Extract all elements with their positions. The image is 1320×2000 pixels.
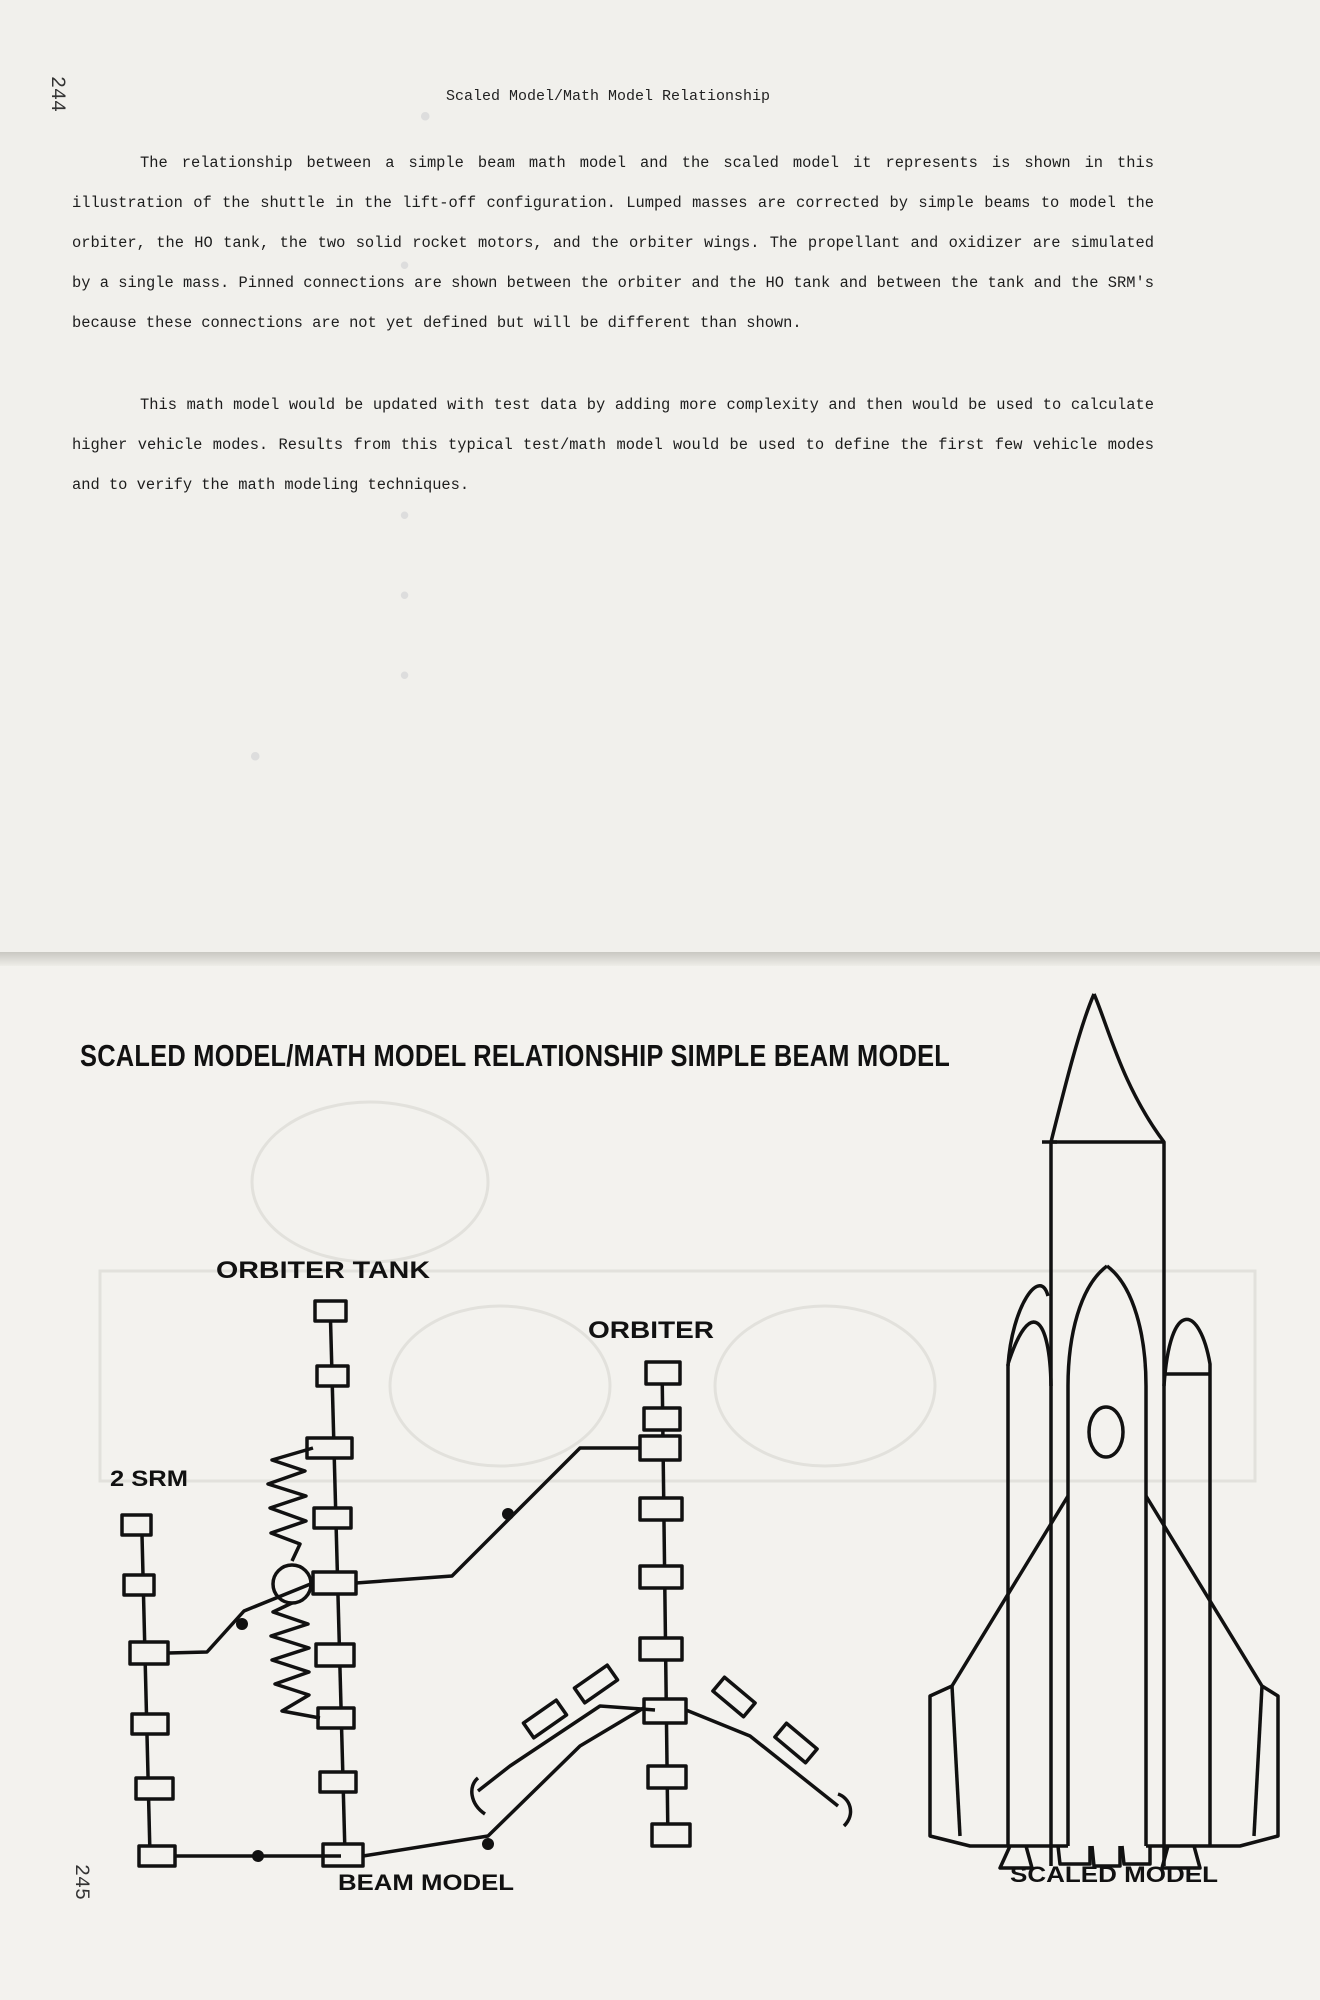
book-gutter (0, 952, 1320, 966)
srm-label: 2 SRM (110, 1466, 188, 1491)
orbiter-cockpit (1089, 1407, 1123, 1457)
orbiter-body (1068, 1266, 1146, 1846)
figure-title: SCALED MODEL/MATH MODEL RELATIONSHIP SIMPLE BEAM MODEL (80, 1038, 951, 1073)
bleed-through-text: • (400, 660, 410, 690)
page-number-bottom: 245 (69, 1864, 92, 1901)
section-heading: Scaled Model/Math Model Relationship (446, 88, 771, 105)
beam-model-label: BEAM MODEL (338, 1870, 514, 1895)
bleed-through-text: • (420, 100, 431, 133)
srb-right (1164, 1319, 1210, 1846)
beam-model-figure (0, 966, 1320, 2000)
pinned-connections (168, 1448, 652, 1856)
page-number-top: 244 (45, 76, 68, 113)
body-paragraph-1: The relationship between a simple beam math model and the scaled model it represents is shown in this illustration of the shuttle in the lift-off configuration. Lumped masses are corrected by simple beams to model the orbiter, the HO tank, the two solid rocket motors, and the orbiter wings. The propellant and oxidizer are simulated by a single mass. Pinned connections are shown between the orbiter and the HO tank and between the tank and the SRM's because these connections are not yet defined but will be different than shown. (72, 154, 1154, 332)
scaled-model-label: SCALED MODEL (1010, 1862, 1218, 1887)
orbiter-label: ORBITER (588, 1317, 714, 1344)
beam-model-diagram (122, 1301, 851, 1866)
orbiter-tank-beam (307, 1301, 363, 1866)
bleed-through-text: • (400, 580, 410, 610)
scaled-model-shuttle (930, 994, 1278, 1868)
bleed-through-text: • (400, 500, 410, 530)
orbiter-wings (472, 1665, 851, 1826)
bleed-through-text: • (250, 740, 261, 773)
bleed-through-text: • (400, 250, 410, 280)
srm-beam (122, 1515, 175, 1866)
page-244 (0, 0, 1320, 957)
orbiter-beam (640, 1362, 690, 1846)
orbiter-tank-label: ORBITER TANK (216, 1257, 431, 1284)
body-paragraph-2: This math model would be updated with test data by adding more complexity and then would be used to calculate higher vehicle modes. Results from this typical test/math model would be used to define the first few vehicle modes and to verify the math modeling techniques. (72, 396, 1154, 494)
